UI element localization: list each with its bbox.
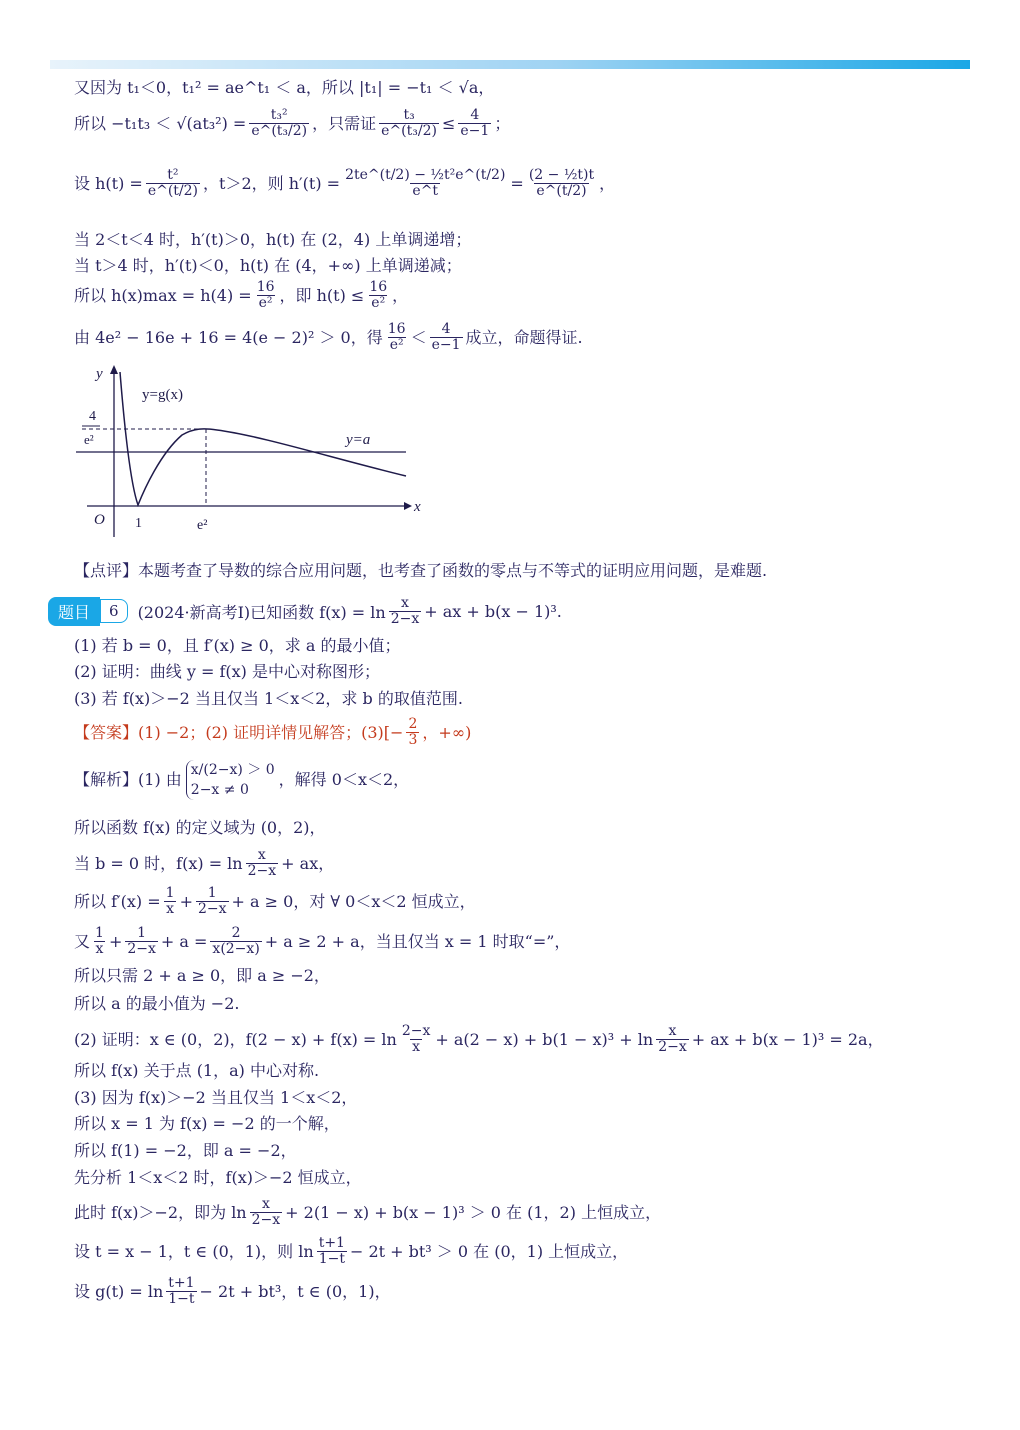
numerator: 1 — [165, 885, 175, 901]
text: ＜ — [410, 327, 427, 347]
fraction — [210, 926, 261, 957]
denominator: e^t — [412, 183, 439, 199]
fraction — [656, 1024, 689, 1055]
answer-text: (1) −2；(2) 证明详情见解答；(3) — [138, 722, 384, 742]
text: + a ≥ 0，对 ∀ 0＜x＜2 恒成立， — [231, 891, 476, 911]
header-gradient-bar — [50, 60, 970, 69]
x-tick-e2: e² — [197, 518, 208, 533]
question-2: (2) 证明：曲线 y = f(x) 是中心对称图形； — [74, 662, 380, 681]
proof-line-6 — [74, 280, 408, 311]
x-axis-arrow — [404, 502, 412, 510]
text: − 2t + bt³，t ∈ (0，1)， — [199, 1281, 391, 1301]
denominator: 2−x — [251, 1212, 281, 1228]
text: ， — [392, 285, 409, 305]
solution-line-3 — [74, 886, 476, 917]
solution-line-6: 所以 a 的最小值为 −2. — [74, 994, 240, 1013]
text: ，只需证 — [312, 113, 377, 133]
answer-line — [74, 717, 471, 748]
solution-line-7 — [74, 1024, 884, 1055]
fraction — [458, 108, 491, 139]
solution-line-15 — [74, 1276, 391, 1307]
denominator: 3 — [408, 732, 418, 748]
solution-line-9: (3) 因为 f(x)＞−2 当且仅当 1＜x＜2， — [74, 1088, 358, 1107]
solution-line-1: 所以函数 f(x) 的定义域为 (0，2)， — [74, 818, 326, 837]
text: 此时 f(x)＞−2，即为 ln — [74, 1202, 247, 1222]
fraction — [249, 108, 309, 139]
proof-line-1: 又因为 t₁＜0，t₁² = ae^t₁ ＜ a，所以 |t₁| = −t₁ ＜ √a， — [74, 78, 495, 97]
text: 设 t = x − 1，t ∈ (0，1)，则 ln — [74, 1241, 314, 1261]
solution-line-8: 所以 f(x) 关于点 (1，a) 中心对称. — [74, 1061, 320, 1080]
review-comment: 【点评】本题考查了导数的综合应用问题，也考查了函数的零点与不等式的证明应用问题，是难题. — [74, 561, 768, 580]
question-1: (1) 若 b = 0，且 f′(x) ≥ 0，求 a 的最小值； — [74, 636, 401, 655]
question-3: (3) 若 f(x)＞−2 当且仅当 1＜x＜2，求 b 的取值范围. — [74, 689, 463, 708]
answer-tag: 【答案】 — [74, 722, 139, 742]
text: + ax， — [281, 853, 335, 873]
numerator: 2te^(t/2) − ½t²e^(t/2) — [345, 167, 506, 183]
denominator: 2−x — [247, 863, 277, 879]
text: 由 4e² − 16e + 16 = 4(e − 2)² ＞ 0，得 — [74, 327, 383, 347]
fraction — [430, 322, 463, 353]
text: 成立，命题得证. — [465, 327, 583, 347]
denominator: x(2−x) — [212, 941, 260, 957]
text: ，解得 0＜x＜2， — [278, 770, 410, 789]
text: ，即 h(t) ≤ — [279, 285, 365, 305]
solution-line-11: 所以 f(1) = −2，即 a = −2， — [74, 1141, 297, 1160]
numerator: x — [401, 594, 409, 611]
denominator: 1−t — [168, 1291, 195, 1307]
fraction — [164, 886, 177, 917]
solution-line-0 — [74, 760, 409, 800]
text: − 2t + bt³ ＞ 0 在 (0，1) 上恒成立， — [349, 1241, 629, 1261]
answer-fraction — [406, 717, 419, 748]
denominator: x — [95, 941, 104, 957]
x-axis-label: x — [414, 499, 421, 515]
problem-header — [48, 594, 562, 627]
numerator: x — [261, 1196, 270, 1212]
numerator: 2 — [231, 925, 241, 941]
denominator: e^(t/2) — [536, 183, 587, 199]
numerator: x — [668, 1023, 677, 1039]
numerator: 4 — [470, 107, 480, 123]
fraction — [255, 280, 277, 311]
function-graph — [72, 362, 432, 547]
denominator: 2−x — [127, 941, 156, 957]
numerator: 1 — [95, 925, 104, 941]
denominator: e^(t₃/2) — [251, 123, 308, 139]
fraction — [389, 596, 422, 627]
numerator: 16 — [256, 279, 275, 295]
text: + — [179, 891, 193, 911]
proof-line-7 — [74, 322, 583, 353]
text: (1) 由 — [138, 770, 182, 789]
answer-text-end: ，+∞) — [422, 722, 472, 742]
text: = — [510, 173, 524, 193]
problem-number: 6 — [100, 599, 128, 623]
text: 设 g(t) = ln — [74, 1281, 164, 1301]
line-label: y=a — [346, 432, 371, 448]
answer-bracket: [− — [383, 722, 404, 742]
numerator: t² — [167, 167, 179, 183]
fraction — [527, 168, 596, 199]
numerator: 2−x — [401, 1023, 431, 1039]
fraction — [400, 1024, 433, 1055]
condition-1: x/(2−x) ＞ 0 — [190, 762, 275, 778]
numerator: x — [257, 847, 266, 863]
denominator: e−1 — [460, 123, 490, 139]
text: 所以 h(x)max = h(4) = — [74, 285, 252, 305]
numerator: t₃² — [270, 107, 288, 123]
fraction — [367, 280, 389, 311]
denominator: e^(t/2) — [147, 183, 199, 199]
y-axis-arrow — [110, 365, 118, 374]
solution-tag: 【解析】 — [74, 770, 139, 789]
text: + — [108, 931, 123, 951]
fraction — [93, 926, 106, 957]
denominator: e² — [389, 337, 404, 353]
denominator: 1−t — [318, 1251, 345, 1267]
numerator: t₃ — [403, 107, 415, 123]
numerator: 4 — [441, 321, 451, 337]
problem-statement — [138, 596, 562, 627]
denominator: e² — [258, 295, 273, 311]
numerator: 1 — [137, 925, 147, 941]
text: + a = — [160, 931, 208, 951]
proof-line-3 — [74, 168, 615, 199]
proof-line-2 — [74, 108, 510, 139]
solution-line-2 — [74, 848, 334, 879]
origin-label: O — [94, 512, 105, 528]
numerator: t+1 — [318, 1235, 345, 1251]
text: + ax + b(x − 1)³ = 2a， — [691, 1029, 884, 1049]
text: + a(2 − x) + b(1 − x)³ + ln — [435, 1029, 654, 1049]
solution-line-14 — [74, 1236, 628, 1267]
text: + a ≥ 2 + a，当且仅当 x = 1 时取“=”， — [264, 931, 571, 951]
text: ； — [494, 113, 511, 133]
system-of-conditions — [186, 760, 275, 800]
y-tick-denominator: e² — [84, 432, 94, 447]
fraction — [246, 848, 279, 879]
solution-line-13 — [74, 1197, 661, 1228]
numerator: 16 — [387, 321, 406, 337]
denominator: x — [412, 1039, 421, 1055]
text: (2) 证明：x ∈ (0，2)，f(2 − x) + f(x) = ln — [74, 1029, 397, 1049]
text: 所以 f′(x) = — [74, 891, 161, 911]
denominator: e^(t₃/2) — [381, 123, 437, 139]
numerator: 1 — [207, 885, 217, 901]
fraction — [343, 168, 507, 199]
text: 又 — [74, 931, 91, 951]
text: 所以 −t₁t₃ ＜ √(at₃²) = — [74, 113, 247, 133]
solution-line-4 — [74, 926, 570, 957]
denominator: 2−x — [197, 901, 227, 917]
y-tick-numerator: 4 — [89, 409, 96, 424]
denominator: x — [166, 901, 175, 917]
problem-badge: 题目 — [48, 597, 100, 626]
numerator: 2 — [408, 716, 418, 732]
fraction — [386, 322, 408, 353]
text: ，t＞2，则 h′(t) = — [203, 173, 341, 193]
text: + ax + b(x − 1)³. — [424, 601, 562, 621]
text: 当 b = 0 时，f(x) = ln — [74, 853, 243, 873]
numerator: 16 — [369, 279, 388, 295]
denominator: e−1 — [431, 337, 461, 353]
solution-line-12: 先分析 1＜x＜2 时，f(x)＞−2 恒成立， — [74, 1168, 362, 1187]
condition-2: 2−x ≠ 0 — [190, 782, 249, 798]
text: ， — [599, 173, 616, 193]
fraction — [317, 1236, 347, 1267]
numerator: t+1 — [168, 1275, 195, 1291]
fraction — [166, 1276, 196, 1307]
fraction — [250, 1197, 283, 1228]
curve-label: y=g(x) — [142, 387, 183, 403]
denominator: 2−x — [390, 610, 420, 627]
x-tick-1: 1 — [135, 516, 142, 531]
denominator: e² — [371, 295, 386, 311]
fraction — [146, 168, 200, 199]
solution-line-10: 所以 x = 1 为 f(x) = −2 的一个解， — [74, 1114, 340, 1133]
text: ≤ — [441, 113, 456, 133]
proof-line-5: 当 t＞4 时，h′(t)＜0，h(t) 在 (4，+∞) 上单调递减； — [74, 256, 462, 275]
text: (2024·新高考Ⅰ)已知函数 f(x) = ln — [137, 602, 386, 622]
denominator: 2−x — [658, 1039, 687, 1055]
fraction — [125, 926, 158, 957]
text: + 2(1 − x) + b(x − 1)³ ＞ 0 在 (1，2) 上恒成立， — [285, 1202, 662, 1222]
text: 设 h(t) = — [74, 173, 143, 193]
fraction — [196, 886, 229, 917]
proof-line-4: 当 2＜t＜4 时，h′(t)＞0，h(t) 在 (2，4) 上单调递增； — [74, 230, 472, 249]
solution-line-5: 所以只需 2 + a ≥ 0，即 a ≥ −2， — [74, 966, 330, 985]
numerator: (2 − ½t)t — [528, 167, 595, 183]
y-axis-label: y — [96, 366, 103, 382]
fraction — [379, 108, 439, 139]
